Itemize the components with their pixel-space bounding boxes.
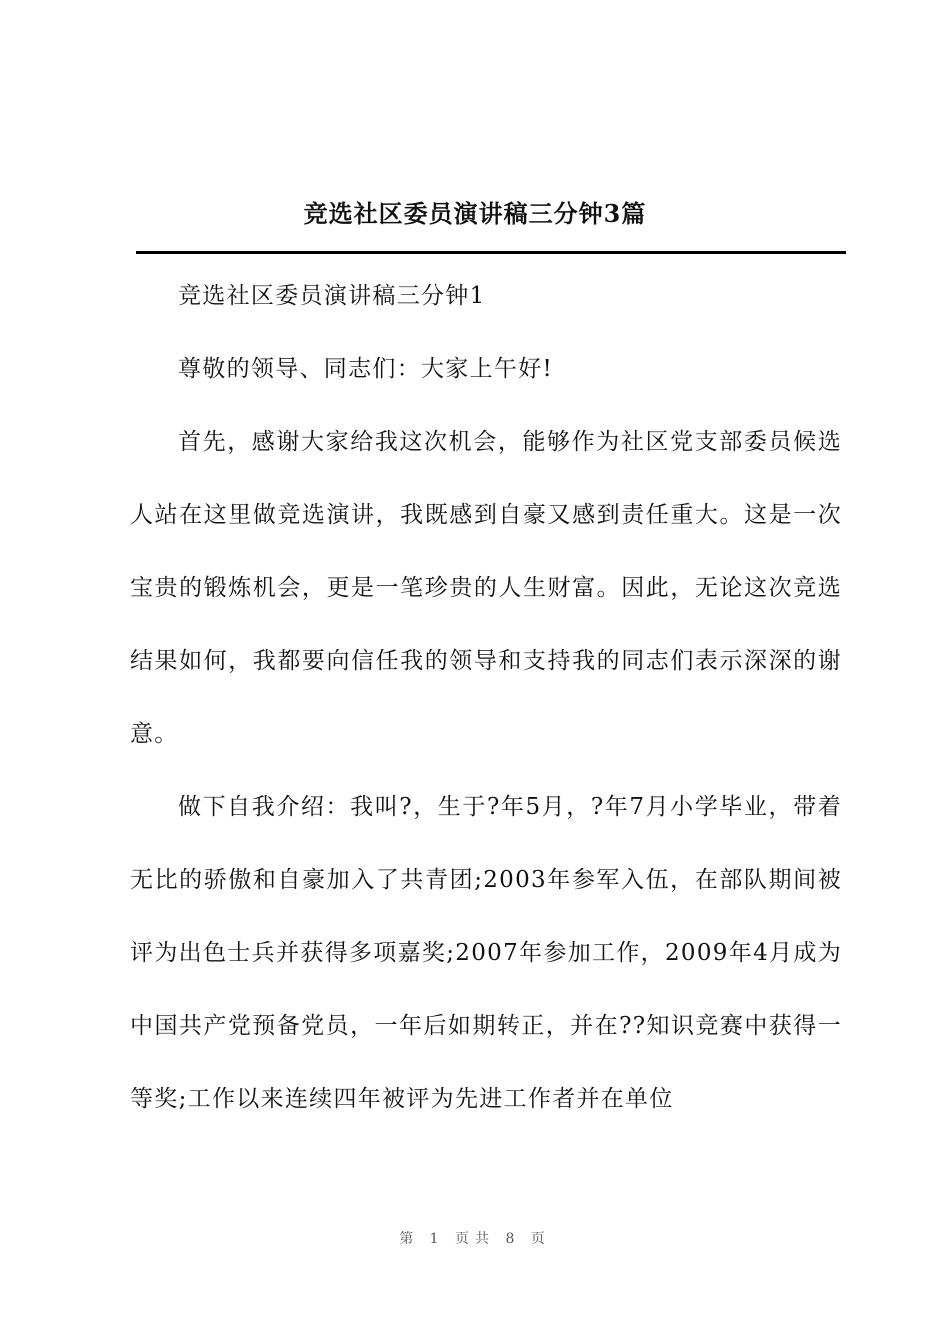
page-footer: 第 1 页共 8 页	[399, 1231, 551, 1247]
greeting-paragraph: 尊敬的领导、同志们：大家上午好!	[178, 356, 554, 382]
section-heading: 竞选社区委员演讲稿三分钟1	[178, 283, 486, 309]
body-paragraph: 首先，感谢大家给我这次机会，能够作为社区党支部委员候选人站在这里做竞选演讲，我既感到自豪又感到责任重大。这是一次宝贵的锻炼机会，更是一笔珍贵的人生财富。因此，无论这次竞选结果如何，我都要向信任我的领导和支持我的同志们表示深深的谢意。	[130, 429, 842, 747]
title-divider	[136, 251, 846, 254]
document-body	[130, 260, 842, 1136]
body-paragraph: 做下自我介绍：我叫?，生于?年5月，?年7月小学毕业，带着无比的骄傲和自豪加入了共青团;2003年参军入伍，在部队期间被评为出色士兵并获得多项嘉奖;2007年参加工作，2009年4月成为中国共产党预备党员，一年后如期转正，并在??知识竞赛中获得一等奖;工作以来连续四年被评为先进工作者并在单位	[130, 794, 842, 1112]
document-title: 竞选社区委员演讲稿三分钟3篇	[303, 199, 647, 228]
